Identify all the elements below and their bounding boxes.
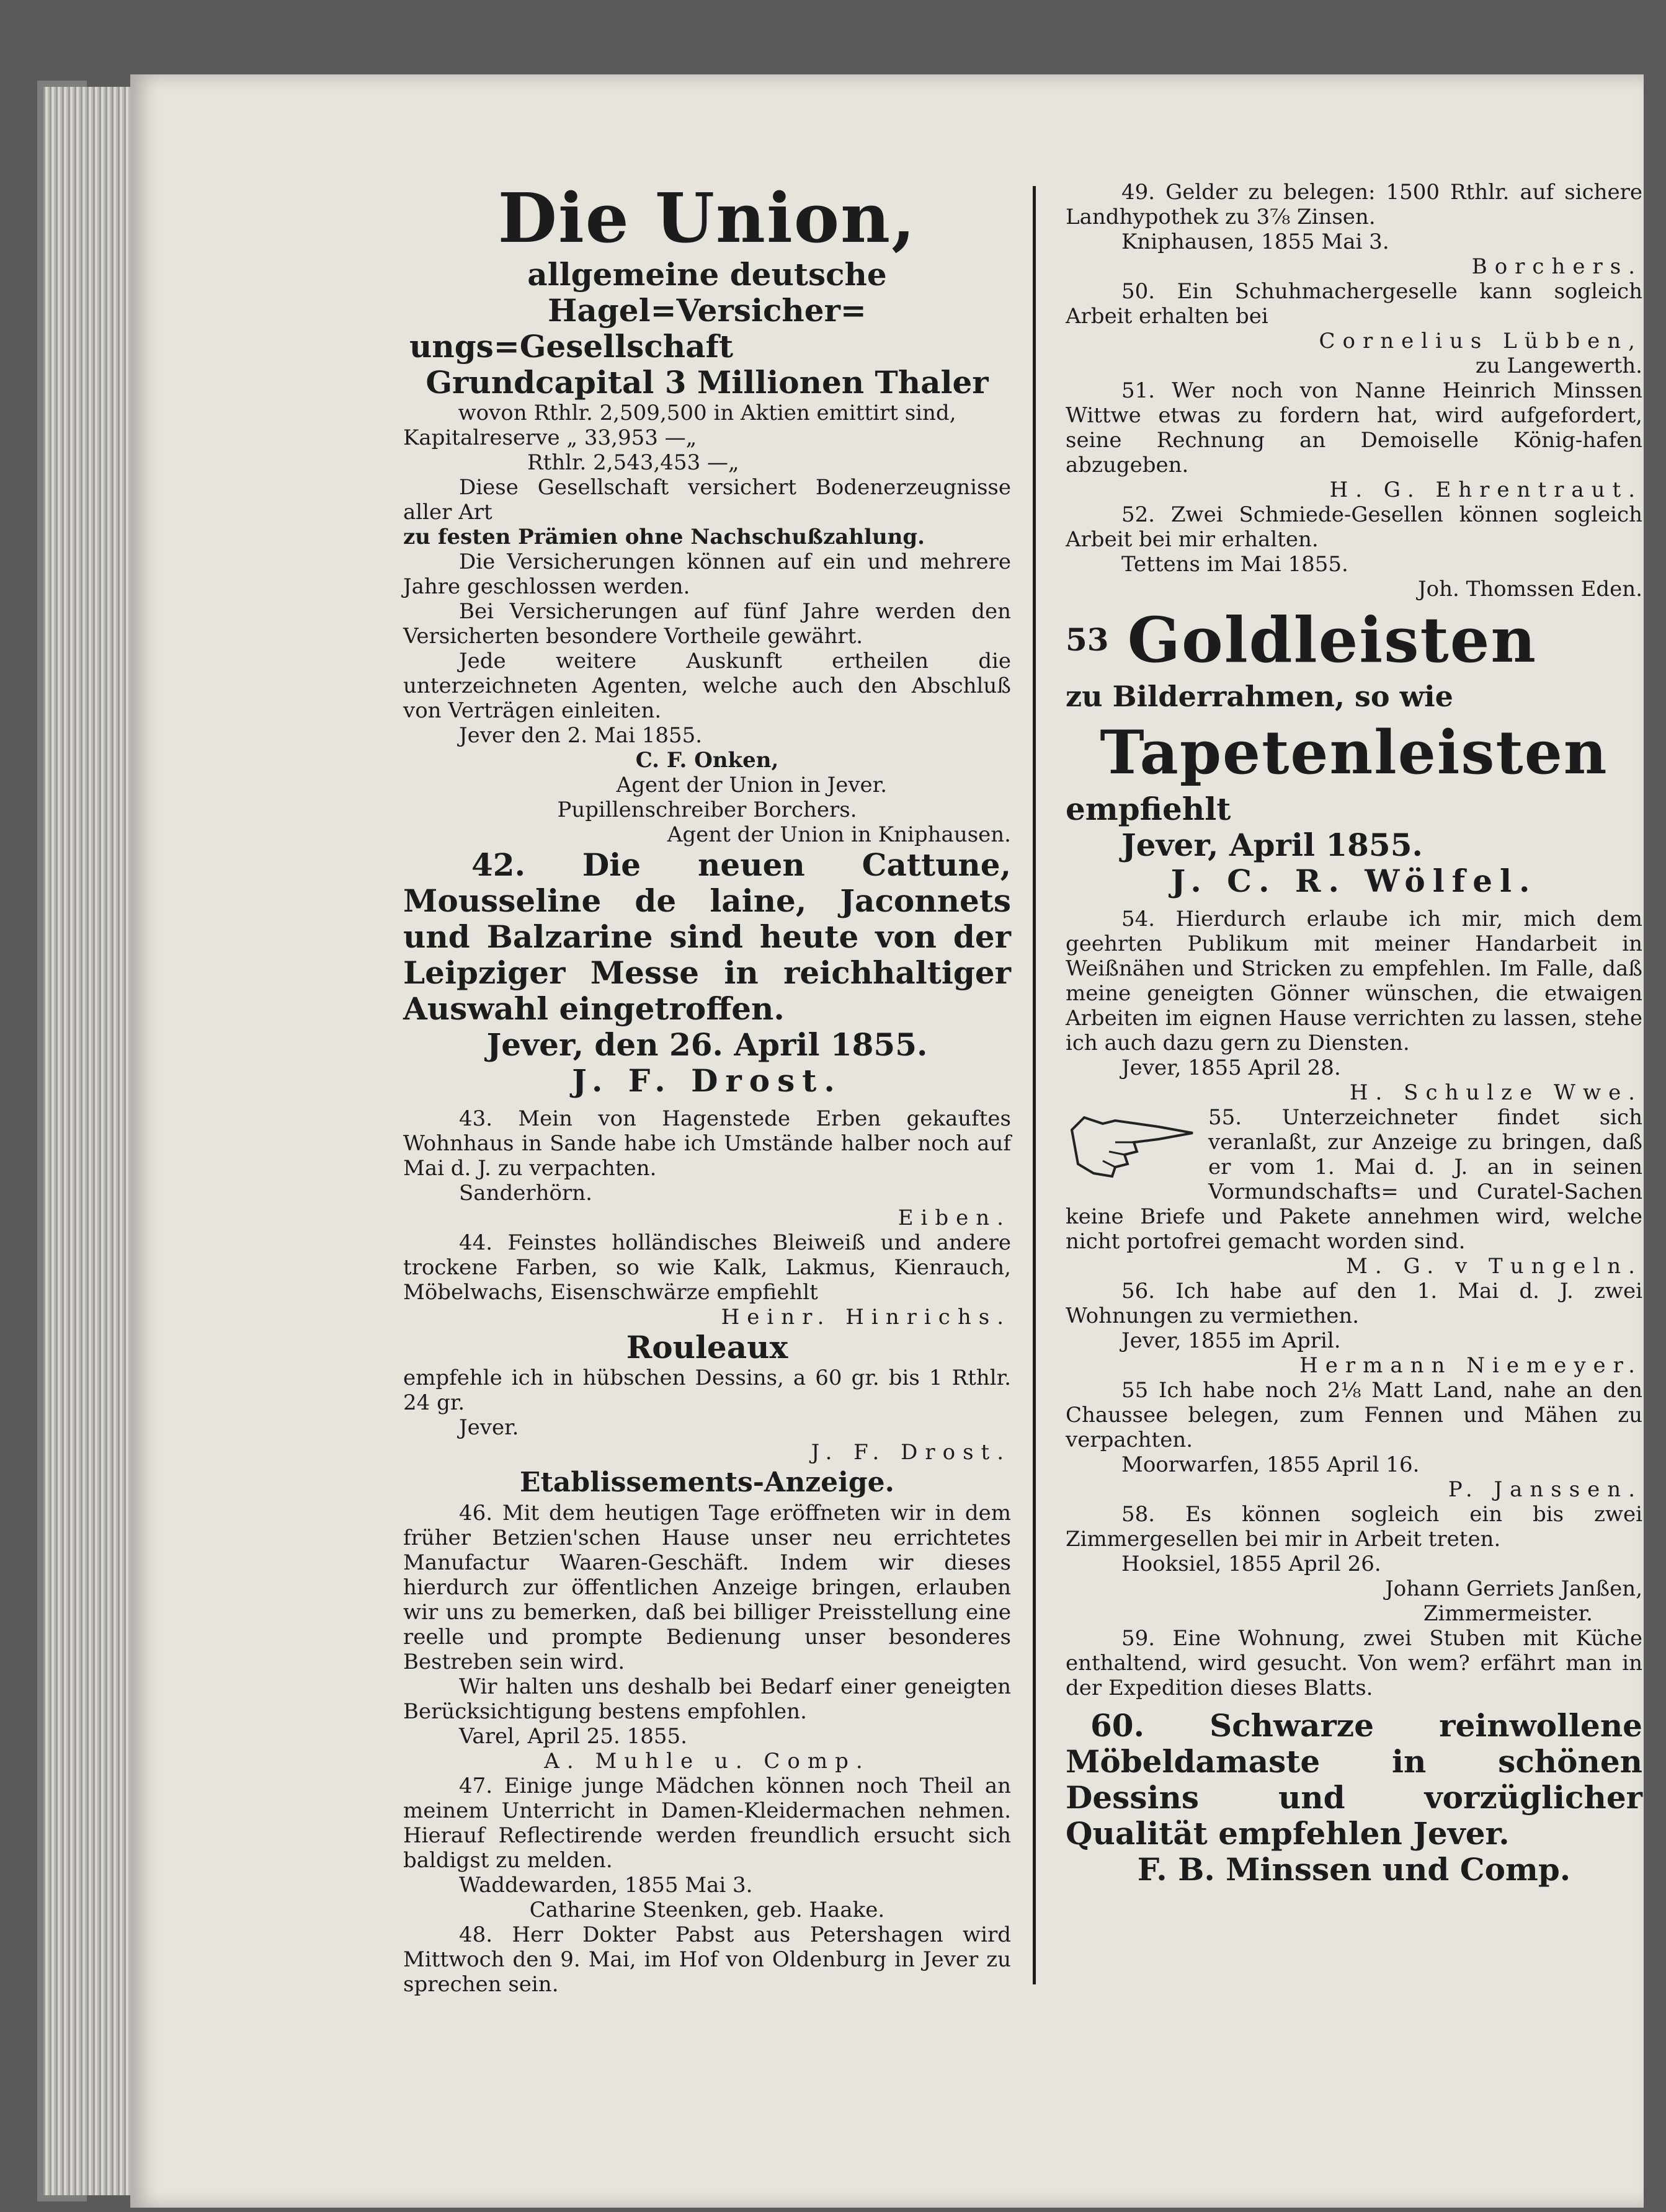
ad-45-title: Rouleaux (626, 1329, 788, 1366)
right-column (1066, 180, 1642, 1888)
union-para-2: Die Versicherungen können auf ein und mehrere Jahre geschlossen werden. (403, 549, 1011, 599)
ad-51: 51. Wer noch von Nanne Heinrich Minssen Wittwe etwas zu fordern hat, wird aufgefordert, seine Rechnung an Demoiselle König-hafen abzugeben. (1066, 378, 1642, 477)
ad-45-place: Jever. (459, 1415, 519, 1440)
ad-53-signature: J. C. R. Wölfel. (1170, 863, 1538, 899)
ad-42-signature: J. F. Drost. (572, 1062, 842, 1099)
ad-53-subtitle: zu Bilderrahmen, so wie (1066, 680, 1453, 713)
ad-58-signature-2: Zimmermeister. (1423, 1601, 1593, 1626)
ad-53-title: Goldleisten (1127, 603, 1538, 677)
union-capital: Grundcapital 3 Millionen Thaler (425, 364, 989, 401)
ad-56-signature: Hermann Niemeyer. (1299, 1353, 1642, 1378)
ad-56-date: Jever, 1855 im April. (1121, 1328, 1341, 1353)
ad-46: 46. Mit dem heutigen Tage eröffneten wir in dem früher Betzien'schen Hause unser neu errichtetes Manufactur Waaren-Geschäft. Indem wir dieses hierdurch zur öffentlichen Anzeige bringen, erlauben wir uns zu bemerken, daß bei billiger Preisstellung eine reelle und prompte Bedienung unser besonderes Bestreben sein wird. (403, 1501, 1011, 1674)
ad-47-date: Waddewarden, 1855 Mai 3. (459, 1873, 753, 1898)
union-line-3: Rthlr. 2,543,453 —„ (527, 450, 739, 475)
ad-50: 50. Ein Schuhmachergeselle kann sogleich Arbeit erhalten bei (1066, 279, 1642, 329)
ad-49-signature: Borchers. (1471, 254, 1642, 279)
ad-43: 43. Mein von Hagenstede Erben gekauftes Wohnhaus in Sande habe ich Umstände halber noch auf Mai d. J. zu verpachten. (403, 1106, 1011, 1181)
ad-47: 47. Einige junge Mädchen können noch Theil an meinem Unterricht in Damen-Kleidermachen nehmen. Hierauf Reflectirende werden freundlich ersucht sich baldigst zu melden. (403, 1774, 1011, 1873)
ad-57-date: Moorwarfen, 1855 April 16. (1121, 1452, 1420, 1477)
ad-50-signature-2: zu Langewerth. (1475, 353, 1642, 378)
union-para-1b: zu festen Prämien ohne Nachschußzahlung. (403, 525, 925, 549)
ad-45-text: empfehle ich in hübschen Dessins, a 60 gr. bis 1 Rthlr. 24 gr. (403, 1366, 1011, 1415)
ad-49-date: Kniphausen, 1855 Mai 3. (1121, 229, 1389, 254)
ad-53-date: Jever, April 1855. (1121, 827, 1423, 863)
ad-47-signature: Catharine Steenken, geb. Haake. (529, 1898, 885, 1922)
union-signature-1: C. F. Onken, (635, 748, 779, 773)
page-edges (43, 87, 130, 2195)
ad-44-signature: Heinr. Hinrichs. (721, 1305, 1011, 1330)
ad-42-date: Jever, den 26. April 1855. (486, 1026, 928, 1063)
ad-57-signature: P. Janssen. (1448, 1477, 1642, 1502)
union-line-2: Kapitalreserve „ 33,953 —„ (403, 425, 697, 450)
ad-45-signature: J. F. Drost. (811, 1440, 1011, 1465)
ad-53-title-2: Tapetenleisten (1100, 717, 1608, 788)
ad-54-signature: H. Schulze Wwe. (1349, 1080, 1642, 1105)
ad-46b: Wir halten uns deshalb bei Bedarf einer geneigten Berücksichtigung bestens empfohlen. (403, 1674, 1011, 1724)
ad-58-signature: Johann Gerriets Janßen, (1385, 1576, 1642, 1601)
ad-60-signature: F. B. Minssen und Comp. (1137, 1851, 1571, 1888)
ad-53-number: 53 (1066, 621, 1109, 658)
union-subtitle-2: ungs=Gesellschaft (409, 328, 734, 365)
ad-53-text: empfiehlt (1066, 791, 1231, 827)
union-line-1: wovon Rthlr. 2,509,500 in Aktien emittirt sind, (458, 401, 956, 425)
union-signature-2: Pupillenschreiber Borchers. (557, 797, 857, 822)
ad-46-signature: A. Muhle u. Comp. (544, 1749, 870, 1774)
ad-48: 48. Herr Dokter Pabst aus Petershagen wird Mittwoch den 9. Mai, im Hof von Oldenburg in Jever zu sprechen sein. (403, 1922, 1011, 1997)
union-signature-2b: Agent der Union in Kniphausen. (667, 822, 1011, 847)
union-signature-1b: Agent der Union in Jever. (616, 773, 887, 797)
union-para-3: Bei Versicherungen auf fünf Jahre werden den Versicherten besondere Vortheile gewährt. (403, 599, 1011, 649)
left-column (403, 180, 1011, 1997)
ad-58-date: Hooksiel, 1855 April 26. (1121, 1552, 1381, 1576)
ad-54-date: Jever, 1855 April 28. (1121, 1055, 1341, 1080)
ad-57: 55 Ich habe noch 2⅛ Matt Land, nahe an den Chaussee belegen, zum Fennen und Mähen zu verpachten. (1066, 1378, 1642, 1452)
ad-55-signature: M. G. v Tungeln. (1346, 1254, 1642, 1279)
ad-52-signature: Joh. Thomssen Eden. (1417, 577, 1642, 602)
ad-56: 56. Ich habe auf den 1. Mai d. J. zwei Wohnungen zu vermiethen. (1066, 1279, 1642, 1328)
etablissements-title: Etablissements-Anzeige. (520, 1467, 894, 1498)
ad-52-date: Tettens im Mai 1855. (1121, 552, 1348, 577)
ad-42: 42. Die neuen Cattune, Mousseline de laine, Jaconnets und Balzarine sind heute von der Leipziger Messe in reichhaltiger Auswahl eingetroffen. (403, 846, 1011, 1027)
ad-46-date: Varel, April 25. 1855. (459, 1724, 687, 1749)
pointing-hand-icon (1066, 1105, 1196, 1186)
ad-49: 49. Gelder zu belegen: 1500 Rthlr. auf sichere Landhypothek zu 3⅞ Zinsen. (1066, 180, 1642, 229)
union-subtitle-1: allgemeine deutsche Hagel=Versicher= (527, 256, 887, 329)
union-para-1: Diese Gesellschaft versichert Bodenerzeugnisse aller Art (403, 475, 1011, 525)
column-divider (1033, 186, 1036, 1984)
ad-50-signature: Cornelius Lübben, (1319, 329, 1642, 353)
union-title: Die Union, (497, 178, 917, 258)
ad-54: 54. Hierdurch erlaube ich mir, mich dem geehrten Publikum mit meiner Handarbeit in Weißnähen und Stricken zu empfehlen. Im Falle, daß meine geneigten Gönner wünschen, die etwaigen Arbeiten im eignen Hause verrichten zu lassen, stehe ich auch dazu gern zu Diensten. (1066, 907, 1642, 1055)
ad-60: 60. Schwarze reinwollene Möbeldamaste in schönen Dessins und vorzüglicher Qualität empfehlen Jever. (1066, 1707, 1642, 1852)
ad-55: 55. Unterzeichneter findet sich veranlaßt, zur Anzeige zu bringen, daß er vom 1. Mai d. J. an in seinen Vormundschafts= und Curatel-Sachen keine Briefe und Pakete annehmen wird, welche nicht portofrei gemacht worden sind. (1066, 1105, 1642, 1254)
ad-58: 58. Es können sogleich ein bis zwei Zimmergesellen bei mir in Arbeit treten. (1066, 1502, 1642, 1552)
ad-59: 59. Eine Wohnung, zwei Stuben mit Küche enthaltend, wird gesucht. Von wem? erfährt man in der Expedition dieses Blatts. (1066, 1626, 1642, 1700)
ad-51-signature: H. G. Ehrentraut. (1329, 477, 1642, 502)
ad-43-place: Sanderhörn. (459, 1181, 592, 1206)
ad-44: 44. Feinstes holländisches Bleiweiß und andere trockene Farben, so wie Kalk, Lakmus, Kienrauch, Möbelwachs, Eisenschwärze empfiehlt (403, 1230, 1011, 1305)
ad-43-signature: Eiben. (898, 1206, 1011, 1230)
union-date: Jever den 2. Mai 1855. (459, 723, 703, 748)
ad-52: 52. Zwei Schmiede-Gesellen können sogleich Arbeit bei mir erhalten. (1066, 502, 1642, 552)
union-para-4: Jede weitere Auskunft ertheilen die unterzeichneten Agenten, welche auch den Abschluß von Verträgen einleiten. (403, 649, 1011, 723)
